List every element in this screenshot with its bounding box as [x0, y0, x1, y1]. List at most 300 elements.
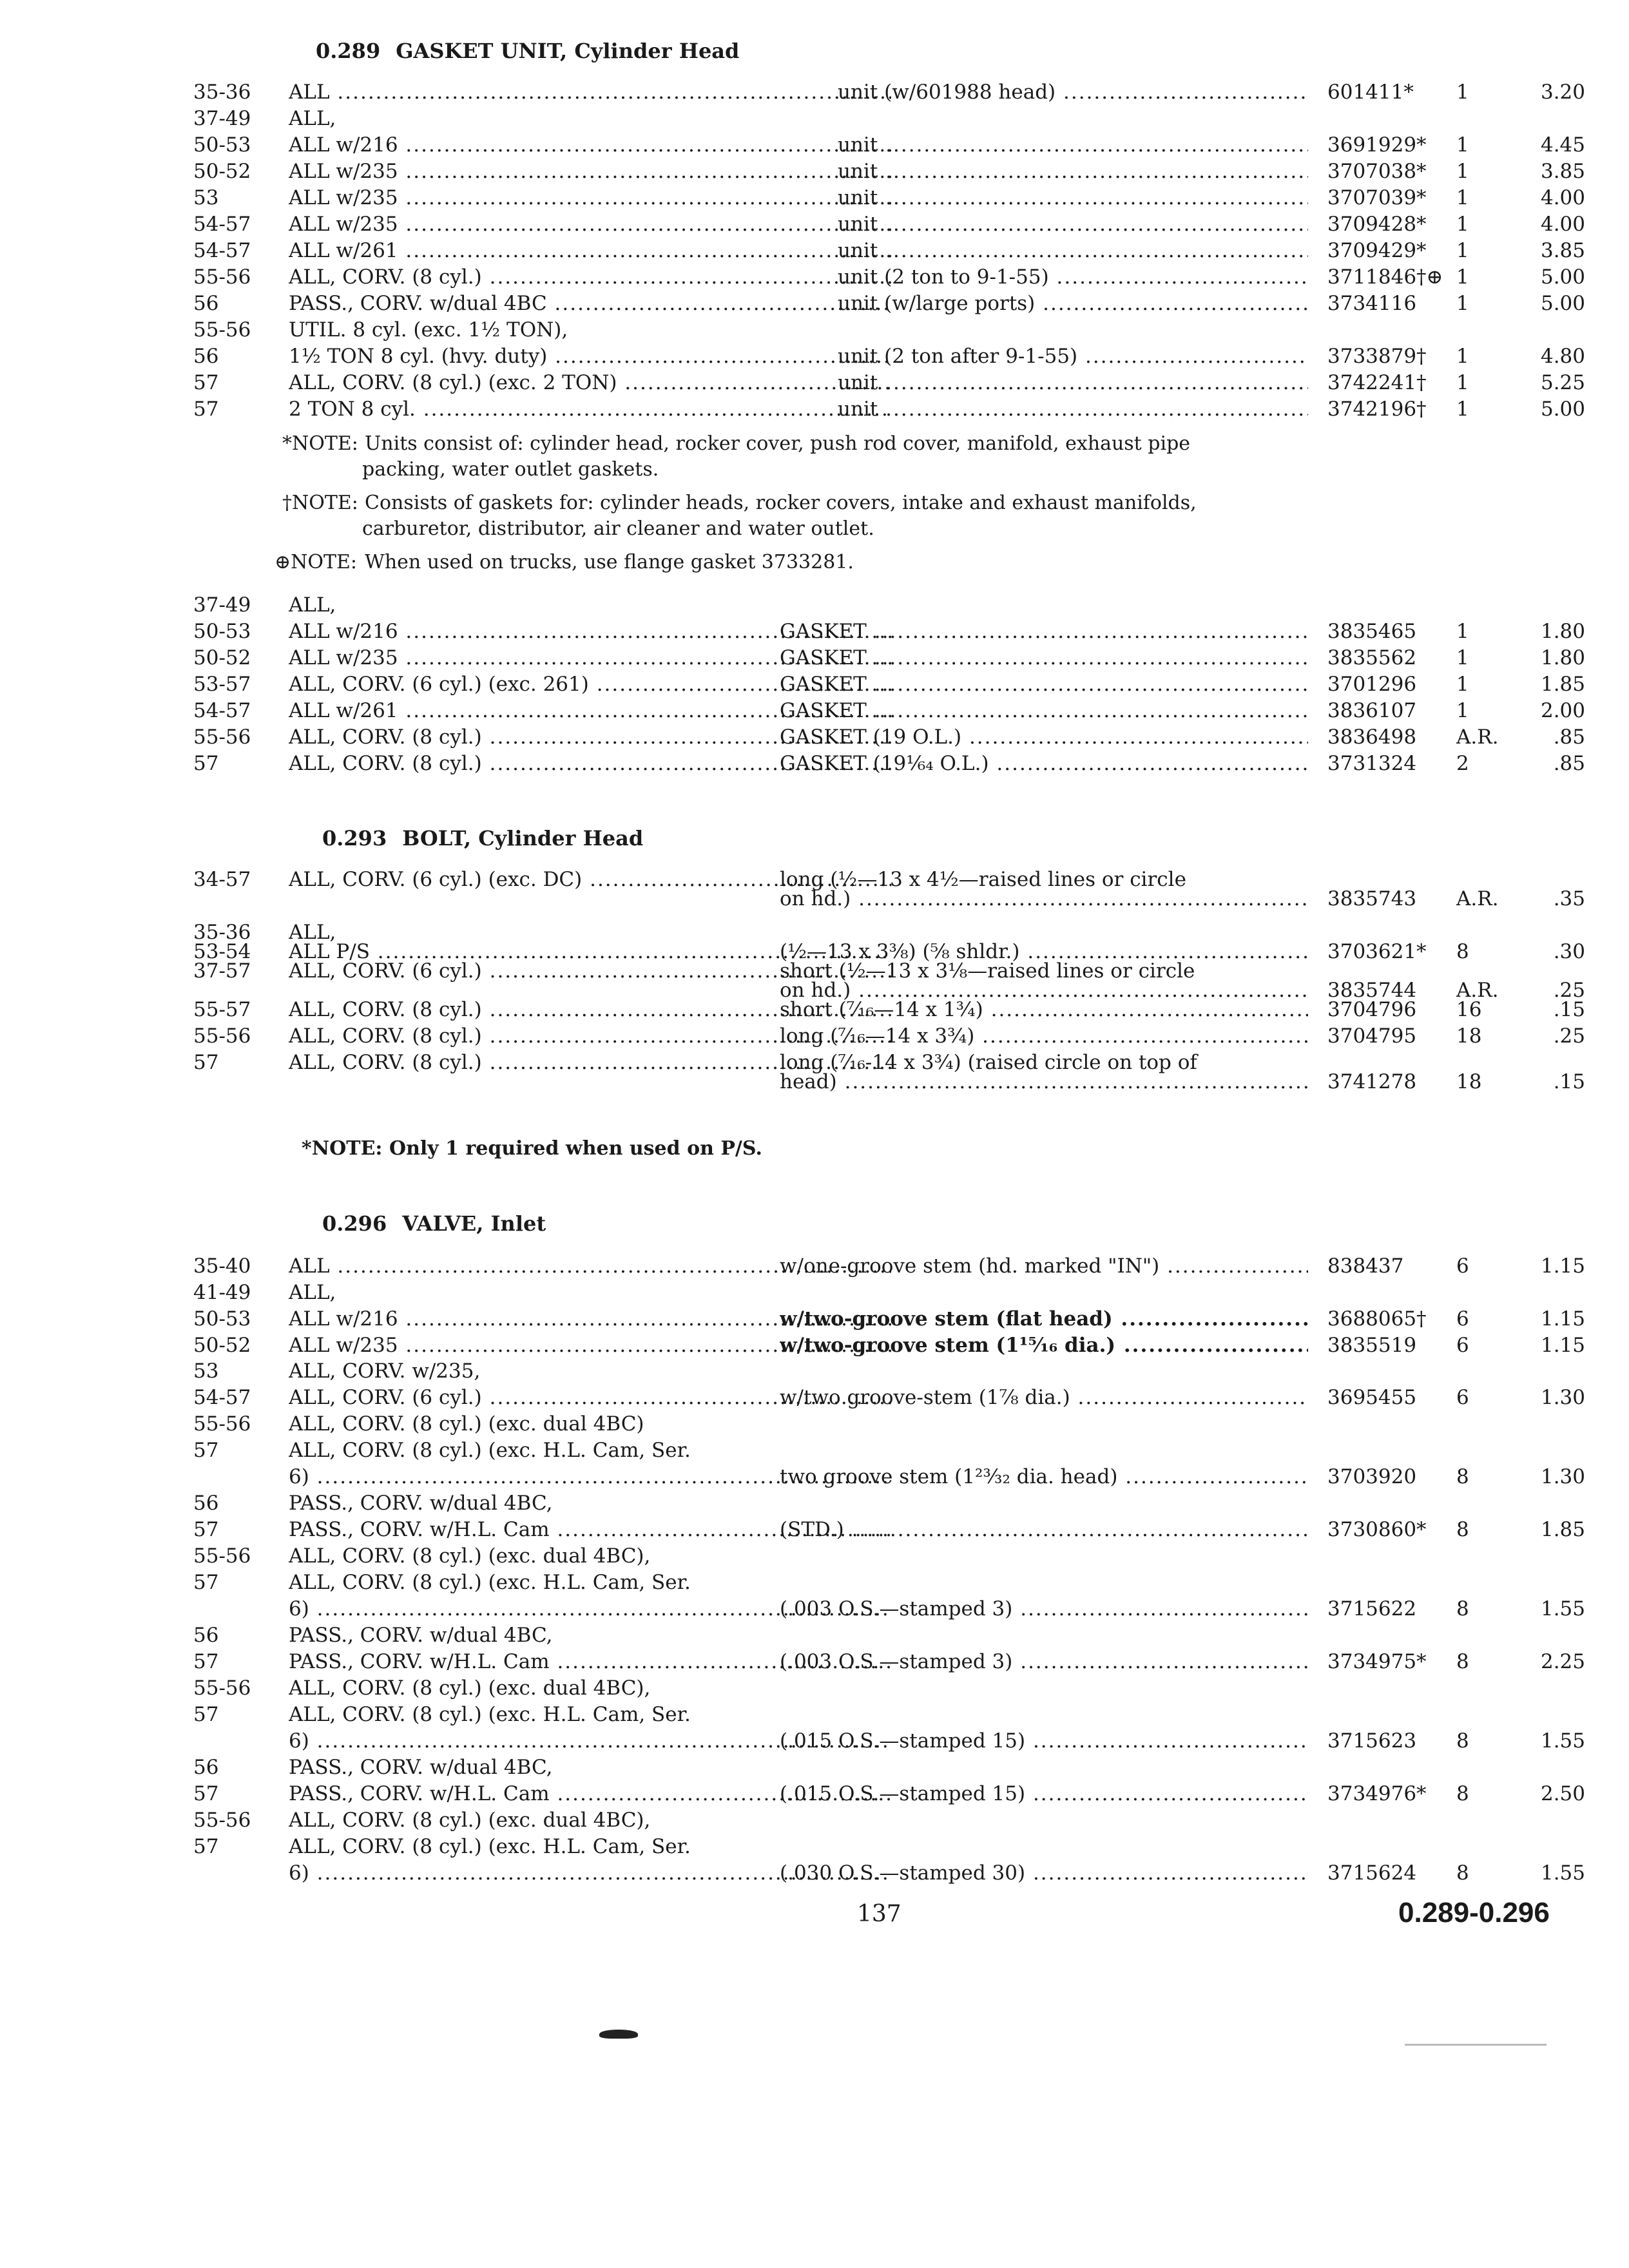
model-year-text: 50-53 — [193, 133, 251, 157]
quantity-text: 8 — [1456, 1782, 1469, 1805]
quantity-text: 1 — [1456, 646, 1469, 669]
description-text: unit (2 ton to 9-1-55) ..... — [838, 265, 1308, 289]
quantity — [1456, 79, 1521, 106]
quantity — [1456, 1860, 1521, 1887]
part-number — [1327, 1516, 1450, 1543]
model-year — [193, 1279, 284, 1306]
application — [289, 1279, 891, 1306]
model-year — [193, 264, 284, 291]
quantity — [1456, 237, 1521, 264]
table-row — [193, 1595, 1585, 1622]
part-number — [1327, 618, 1450, 645]
model-year-text: 53 — [193, 1360, 219, 1383]
application — [289, 131, 891, 159]
quantity — [1456, 996, 1521, 1023]
application — [289, 158, 891, 185]
part-number — [1327, 131, 1450, 159]
model-year — [193, 750, 284, 777]
application-text: ALL, CORV. (8 cyl.) (exc. H.L. Cam, Ser. — [289, 1703, 691, 1726]
model-year — [193, 131, 284, 159]
table-row — [193, 369, 1585, 396]
model-year-text: 56 — [193, 1624, 219, 1647]
note-line: carburetor, distributor, air cleaner and water outlet. — [362, 517, 874, 540]
application-text: ALL, CORV. (8 cyl.) (exc. 2 TON) ..... — [289, 371, 891, 394]
table-row — [193, 1253, 1585, 1280]
quantity — [1456, 1516, 1521, 1543]
description-text: (½—13 x 3⅜) (⅝ shldr.) ..... — [780, 940, 1308, 963]
description — [780, 724, 1308, 751]
model-year-text: 37-57 — [193, 959, 251, 983]
application — [289, 1807, 891, 1834]
model-year — [193, 644, 284, 671]
part-number-text: 3734976* — [1327, 1782, 1427, 1805]
description-text: (.003 O.S.—stamped 3) ..... — [780, 1597, 1308, 1620]
part-number-text: 3704795 — [1327, 1024, 1417, 1048]
quantity — [1456, 1463, 1521, 1490]
part-number-text: 3741278 — [1327, 1070, 1417, 1093]
description — [838, 158, 1308, 185]
part-number-text: 3691929* — [1327, 133, 1427, 157]
description-text: (.003 O.S.—stamped 3) ..... — [780, 1650, 1308, 1673]
model-year-text: 57 — [193, 1782, 219, 1805]
table-row — [193, 1437, 1585, 1464]
price — [1521, 343, 1585, 370]
description — [838, 237, 1308, 264]
description — [838, 264, 1308, 291]
application — [289, 1833, 891, 1860]
application-text: ALL w/235 ..... — [289, 646, 891, 669]
application-text: ALL, CORV. (8 cyl.) (exc. dual 4BC), — [289, 1809, 651, 1832]
table-row — [193, 211, 1585, 238]
table-row — [193, 1780, 1585, 1807]
price — [1521, 1332, 1585, 1359]
quantity — [1456, 184, 1521, 211]
quantity-text: 1 — [1456, 620, 1469, 643]
quantity — [1456, 885, 1521, 912]
price — [1521, 1780, 1585, 1807]
description-text: unit ..... — [838, 213, 1308, 236]
price-text: 1.55 — [1540, 1861, 1585, 1885]
quantity-text: 8 — [1456, 1518, 1469, 1541]
application-text: ALL P/S ..... — [289, 940, 891, 963]
part-number-text: 3836107 — [1327, 699, 1417, 722]
part-number — [1327, 1384, 1450, 1411]
quantity-text: 18 — [1456, 1024, 1482, 1048]
model-year-text: 56 — [193, 1756, 219, 1779]
price — [1521, 369, 1585, 396]
part-number-text: 3742196† — [1327, 398, 1427, 421]
part-number — [1327, 1253, 1450, 1280]
model-year — [193, 1754, 284, 1781]
price — [1521, 885, 1585, 912]
quantity-text: 8 — [1456, 1465, 1469, 1488]
price-text: 1.30 — [1540, 1465, 1585, 1488]
model-year-text: 41-49 — [193, 1281, 251, 1304]
quantity-text: 8 — [1456, 1729, 1469, 1753]
model-year — [193, 396, 284, 423]
model-year-text: 57 — [193, 1051, 219, 1074]
model-year — [193, 1490, 284, 1517]
description-text: GASKET ..... — [780, 646, 1308, 669]
model-year-text: 35-36 — [193, 921, 251, 944]
application-text: 2 TON 8 cyl. ..... — [289, 398, 891, 421]
section-number: 0.296 — [322, 1211, 387, 1236]
quantity — [1456, 1595, 1521, 1622]
description-text: unit (2 ton after 9-1-55) ..... — [838, 345, 1308, 368]
model-year — [193, 237, 284, 264]
description — [780, 671, 1308, 698]
model-year-text: 57 — [193, 371, 219, 394]
model-year — [193, 1780, 284, 1807]
table-row — [193, 1384, 1585, 1411]
price-text: 2.00 — [1540, 699, 1585, 722]
application-text: PASS., CORV. w/dual 4BC, — [289, 1756, 553, 1779]
model-year-text: 56 — [193, 292, 219, 315]
table-row — [193, 1516, 1585, 1543]
model-year — [193, 724, 284, 751]
quantity — [1456, 697, 1521, 724]
part-number-text: 3709428* — [1327, 213, 1427, 236]
quantity — [1456, 264, 1521, 291]
model-year-text: 55-56 — [193, 318, 251, 341]
model-year — [193, 618, 284, 645]
part-number — [1327, 996, 1450, 1023]
price-text: 5.00 — [1540, 292, 1585, 315]
part-number-text: 838437 — [1327, 1254, 1404, 1278]
application — [289, 184, 891, 211]
quantity-text: 1 — [1456, 265, 1469, 289]
application-text: ALL, CORV. (6 cyl.) (exc. DC) ..... — [289, 868, 891, 891]
part-number-text: 3835465 — [1327, 620, 1417, 643]
description — [780, 1253, 1308, 1280]
description-text: GASKET ..... — [780, 620, 1308, 643]
price-text: .25 — [1553, 979, 1585, 1002]
quantity-text: 1 — [1456, 292, 1469, 315]
application-text: ALL, CORV. (8 cyl.) ..... — [289, 998, 891, 1021]
model-year — [193, 343, 284, 370]
part-number-text: 3731324 — [1327, 752, 1417, 775]
part-number — [1327, 1860, 1450, 1887]
quantity-text: 1 — [1456, 673, 1469, 696]
quantity-text: A.R. — [1456, 887, 1499, 910]
application-text: ALL w/235 ..... — [289, 213, 891, 236]
model-year — [193, 1622, 284, 1649]
price-text: 5.25 — [1540, 371, 1585, 394]
note: *NOTE: Only 1 required when used on P/S. — [302, 1137, 762, 1160]
part-number — [1327, 1780, 1450, 1807]
application-text: ALL, CORV. (8 cyl.) ..... — [289, 726, 891, 749]
section-name: GASKET UNIT, Cylinder Head — [396, 39, 740, 63]
description-text: GASKET ..... — [780, 673, 1308, 696]
part-number — [1327, 644, 1450, 671]
model-year — [193, 369, 284, 396]
model-year — [193, 158, 284, 185]
description-text: unit (w/large ports) ..... — [838, 292, 1308, 315]
model-year-text: 56 — [193, 1492, 219, 1515]
section-number: 0.293 — [322, 826, 387, 850]
price — [1521, 396, 1585, 423]
price-text: 4.00 — [1540, 213, 1585, 236]
model-year-text: 54-57 — [193, 213, 251, 236]
application-text: PASS., CORV. w/dual 4BC, — [289, 1492, 553, 1515]
model-year-text: 55-56 — [193, 1677, 251, 1700]
description — [838, 184, 1308, 211]
description-text: w/one-groove stem (hd. marked "IN") ..... — [780, 1254, 1308, 1278]
price — [1521, 671, 1585, 698]
part-number — [1327, 158, 1450, 185]
model-year — [193, 1023, 284, 1050]
description — [838, 369, 1308, 396]
table-row — [193, 1754, 1585, 1781]
description — [780, 1305, 1308, 1332]
part-number-text: 3835519 — [1327, 1334, 1417, 1357]
price-text: 1.15 — [1540, 1307, 1585, 1331]
part-number-text: 3701296 — [1327, 673, 1417, 696]
quantity — [1456, 290, 1521, 317]
quantity-text: 1 — [1456, 133, 1469, 157]
description-text: on hd.) ..... — [780, 887, 1308, 910]
application — [289, 1437, 891, 1464]
price-text: 1.15 — [1540, 1334, 1585, 1357]
application — [289, 1358, 891, 1385]
quantity — [1456, 618, 1521, 645]
price-text: .15 — [1553, 998, 1585, 1021]
table-row — [193, 396, 1585, 423]
note-lead: ⊕NOTE: — [275, 551, 357, 573]
model-year-text: 55-56 — [193, 1412, 251, 1436]
price-text: 1.55 — [1540, 1597, 1585, 1620]
description — [780, 644, 1308, 671]
quantity-text: 6 — [1456, 1307, 1469, 1331]
price-text: .30 — [1553, 940, 1585, 963]
model-year-text: 57 — [193, 752, 219, 775]
quantity-text: 1 — [1456, 160, 1469, 183]
quantity — [1456, 1305, 1521, 1332]
description — [780, 1595, 1308, 1622]
model-year-text: 55-56 — [193, 726, 251, 749]
quantity-text: A.R. — [1456, 726, 1499, 749]
application-text: ALL w/216 ..... — [289, 133, 891, 157]
price — [1521, 79, 1585, 106]
part-number — [1327, 1305, 1450, 1332]
application-text: PASS., CORV. w/dual 4BC, — [289, 1624, 553, 1647]
application-text: 6) ..... — [289, 1465, 891, 1488]
quantity-text: 1 — [1456, 81, 1469, 104]
price-text: 4.45 — [1540, 133, 1585, 157]
quantity-text: 6 — [1456, 1334, 1469, 1357]
section-number: 0.289 — [316, 39, 381, 63]
table-row — [193, 1305, 1585, 1332]
section-title — [322, 1211, 546, 1236]
application — [289, 79, 891, 106]
quantity — [1456, 1023, 1521, 1050]
price-text: .85 — [1553, 726, 1585, 749]
quantity — [1456, 1648, 1521, 1675]
part-number-text: 3730860* — [1327, 1518, 1427, 1541]
application-text: ALL, CORV. (8 cyl.) ..... — [289, 1051, 891, 1074]
application — [289, 369, 891, 396]
price-text: 3.85 — [1540, 239, 1585, 262]
table-row — [193, 343, 1585, 370]
application-text: ALL, — [289, 107, 336, 130]
application — [289, 316, 891, 343]
description-text: unit (w/601988 head) ..... — [838, 81, 1308, 104]
scan-smudge — [599, 2030, 638, 2039]
section-range: 0.289-0.296 — [1398, 1897, 1550, 1928]
part-number-text: 3836498 — [1327, 726, 1417, 749]
part-number-text: 3703920 — [1327, 1465, 1417, 1488]
quantity-text: 8 — [1456, 1861, 1469, 1885]
application-text: ALL, CORV. (6 cyl.) (exc. 261) ..... — [289, 673, 891, 696]
description — [780, 1727, 1308, 1754]
part-number-text: 3835743 — [1327, 887, 1417, 910]
description-text: unit ..... — [838, 371, 1308, 394]
part-number — [1327, 211, 1450, 238]
part-number — [1327, 1595, 1450, 1622]
application-text: PASS., CORV. w/H.L. Cam ..... — [289, 1650, 891, 1673]
table-row — [193, 996, 1585, 1023]
description — [780, 1648, 1308, 1675]
model-year — [193, 591, 284, 619]
model-year — [193, 1516, 284, 1543]
description-text: long (⁷⁄₁₆-14 x 3¾) (raised circle on top of — [780, 1051, 1197, 1074]
description — [838, 211, 1308, 238]
price — [1521, 290, 1585, 317]
table-row — [193, 184, 1585, 211]
application-text: ALL, CORV. (8 cyl.) (exc. dual 4BC), — [289, 1544, 651, 1568]
model-year-text: 50-52 — [193, 646, 251, 669]
price-text: .35 — [1553, 887, 1585, 910]
part-number-text: 3734116 — [1327, 292, 1417, 315]
part-number — [1327, 1068, 1450, 1095]
description-text: short (½—13 x 3⅛—raised lines or circle — [780, 959, 1195, 983]
part-number — [1327, 750, 1450, 777]
application-text: ALL, CORV. (8 cyl.) (exc. H.L. Cam, Ser. — [289, 1571, 691, 1594]
model-year-text: 37-49 — [193, 593, 251, 617]
application-text: ALL, — [289, 1281, 336, 1304]
application — [289, 1754, 891, 1781]
model-year-text: 54-57 — [193, 239, 251, 262]
model-year-text: 57 — [193, 1835, 219, 1858]
description-text: two groove stem (1²³⁄₃₂ dia. head) ..... — [780, 1465, 1308, 1488]
quantity-text: 1 — [1456, 186, 1469, 209]
application — [289, 1542, 891, 1570]
description-text: w/two groove-stem (1⅞ dia.) ..... — [780, 1386, 1308, 1409]
note-line: packing, water outlet gaskets. — [362, 458, 659, 481]
table-row — [193, 1410, 1585, 1437]
description — [780, 1780, 1308, 1807]
description-text: w/two-groove stem (1¹⁵⁄₁₆ dia.) ..... — [780, 1334, 1308, 1357]
price — [1521, 1595, 1585, 1622]
application-text: ALL, — [289, 921, 336, 944]
part-number-text: 601411* — [1327, 81, 1414, 104]
price-text: 1.15 — [1540, 1254, 1585, 1278]
note-line: Units consist of: cylinder head, rocker cover, push rod cover, manifold, exhaust pipe — [365, 432, 1191, 455]
price-text: 1.85 — [1540, 673, 1585, 696]
model-year-text: 57 — [193, 1518, 219, 1541]
model-year — [193, 1833, 284, 1860]
quantity — [1456, 1332, 1521, 1359]
price — [1521, 237, 1585, 264]
table-row — [193, 1727, 1585, 1754]
part-number — [1327, 885, 1450, 912]
price-text: 1.80 — [1540, 646, 1585, 669]
price — [1521, 1860, 1585, 1887]
application-text: 6) ..... — [289, 1861, 891, 1885]
note-line: Consists of gaskets for: cylinder heads, rocker covers, intake and exhaust manifolds, — [365, 492, 1197, 514]
quantity-text: 1 — [1456, 371, 1469, 394]
model-year — [193, 1648, 284, 1675]
section-title — [322, 826, 643, 850]
table-row — [193, 1542, 1585, 1570]
application — [289, 1675, 891, 1702]
table-row — [193, 131, 1585, 159]
part-number — [1327, 1332, 1450, 1359]
part-number-text: 3733879† — [1327, 345, 1427, 368]
model-year-text: 56 — [193, 345, 219, 368]
description-text: short (⁷⁄₁₆—14 x 1¾) ..... — [780, 998, 1308, 1021]
application-text: ALL, CORV. (8 cyl.) (exc. dual 4BC) — [289, 1412, 644, 1436]
description — [780, 1384, 1308, 1411]
price-text: 1.85 — [1540, 1518, 1585, 1541]
model-year-text: 54-57 — [193, 1386, 251, 1409]
table-row — [193, 1675, 1585, 1702]
description-text: (.015 O.S.—stamped 15) ..... — [780, 1782, 1308, 1805]
application-text: ALL, CORV. w/235, — [289, 1360, 481, 1383]
model-year-text: 55-57 — [193, 998, 251, 1021]
table-row — [193, 316, 1585, 343]
model-year — [193, 671, 284, 698]
model-year-text: 50-53 — [193, 1307, 251, 1331]
application-text: ALL w/216 ..... — [289, 620, 891, 643]
model-year — [193, 211, 284, 238]
part-number-text: 3688065† — [1327, 1307, 1427, 1331]
model-year — [193, 1253, 284, 1280]
model-year — [193, 1384, 284, 1411]
description-text: (STD.) ..... — [780, 1518, 1308, 1541]
application — [289, 591, 891, 619]
part-number — [1327, 369, 1450, 396]
part-number-text: 3707039* — [1327, 186, 1427, 209]
part-number — [1327, 79, 1450, 106]
table-row — [193, 885, 1585, 912]
model-year-text: 50-53 — [193, 620, 251, 643]
quantity — [1456, 644, 1521, 671]
description — [838, 79, 1308, 106]
application — [289, 1490, 891, 1517]
price-text: 2.25 — [1540, 1650, 1585, 1673]
price — [1521, 184, 1585, 211]
quantity — [1456, 1068, 1521, 1095]
part-number — [1327, 1648, 1450, 1675]
price — [1521, 697, 1585, 724]
description-text: GASKET ..... — [780, 699, 1308, 722]
application-text: ALL w/216 ..... — [289, 1307, 891, 1331]
price-text: 4.80 — [1540, 345, 1585, 368]
quantity-text: 8 — [1456, 940, 1469, 963]
description — [780, 1463, 1308, 1490]
quantity — [1456, 343, 1521, 370]
table-row — [193, 158, 1585, 185]
quantity-text: A.R. — [1456, 979, 1499, 1002]
table-row — [193, 1807, 1585, 1834]
description — [838, 131, 1308, 159]
application-text: ALL, CORV. (8 cyl.) ..... — [289, 1024, 891, 1048]
model-year-text: 53 — [193, 186, 219, 209]
quantity — [1456, 724, 1521, 751]
application — [289, 1410, 891, 1437]
application — [289, 264, 891, 291]
